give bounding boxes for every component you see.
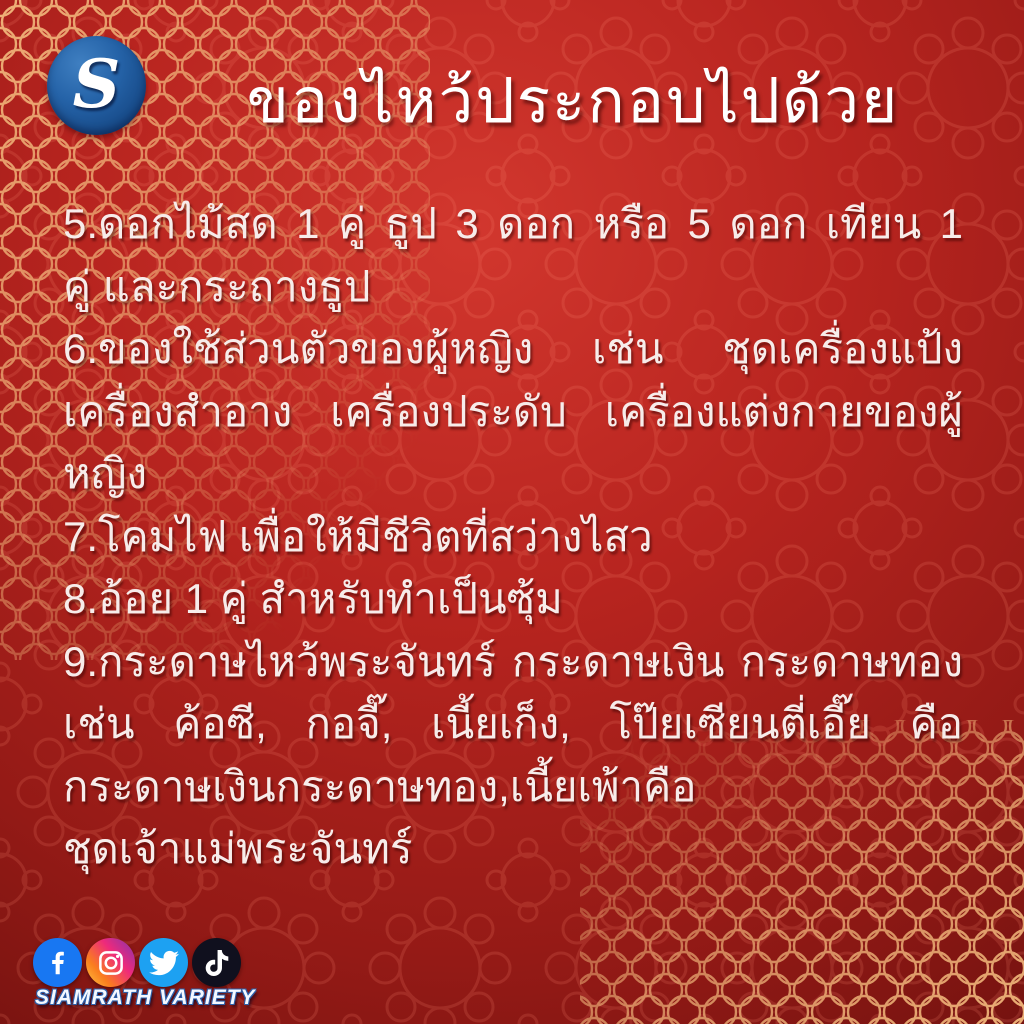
list-line-3: 6.ของใช้ส่วนตัวของผู้หญิง เช่น ชุดเครื่องแป้ง bbox=[63, 325, 963, 372]
instagram-icon[interactable] bbox=[86, 938, 135, 987]
social-icons-row bbox=[33, 938, 241, 987]
brand-name: SIAMRATH VARIETY bbox=[35, 986, 256, 1009]
facebook-icon[interactable] bbox=[33, 938, 82, 987]
list-line-4: เครื่องสำอาง เครื่องประดับ เครื่องแต่งกายของผู้ bbox=[63, 387, 963, 435]
list-line-11: ชุดเจ้าแม่พระจันทร์ bbox=[63, 825, 413, 872]
list-line-9: เช่น ค้อซี, กอจี๊, เนี้ยเก็ง, โป๊ยเซียนตี่เอี๊ย คือ bbox=[63, 700, 963, 747]
list-line-1: 5.ดอกไม้สด 1 คู่ ธูป 3 ดอก หรือ 5 ดอก เทียน 1 bbox=[63, 200, 963, 247]
twitter-icon[interactable] bbox=[139, 938, 188, 987]
page-title: ของไหว้ประกอบไปด้วย bbox=[246, 67, 900, 136]
item-list bbox=[63, 193, 963, 881]
list-line-6: 7.โคมไฟ เพื่อให้มีชีวิตที่สว่างไสว bbox=[63, 512, 653, 560]
list-line-7: 8.อ้อย 1 คู่ สำหรับทำเป็นซุ้ม bbox=[63, 575, 563, 622]
list-line-10: กระดาษเงินกระดาษทอง,เนี้ยเพ้าคือ bbox=[63, 762, 697, 810]
list-line-2: คู่ และกระถางธูป bbox=[63, 262, 371, 310]
list-line-8: 9.กระดาษไหว้พระจันทร์ กระดาษเงิน กระดาษทอง bbox=[63, 637, 963, 685]
siamrath-logo bbox=[47, 36, 146, 135]
logo-letter: S bbox=[72, 44, 121, 123]
tiktok-icon[interactable] bbox=[192, 938, 241, 987]
list-line-5: หญิง bbox=[63, 450, 147, 497]
